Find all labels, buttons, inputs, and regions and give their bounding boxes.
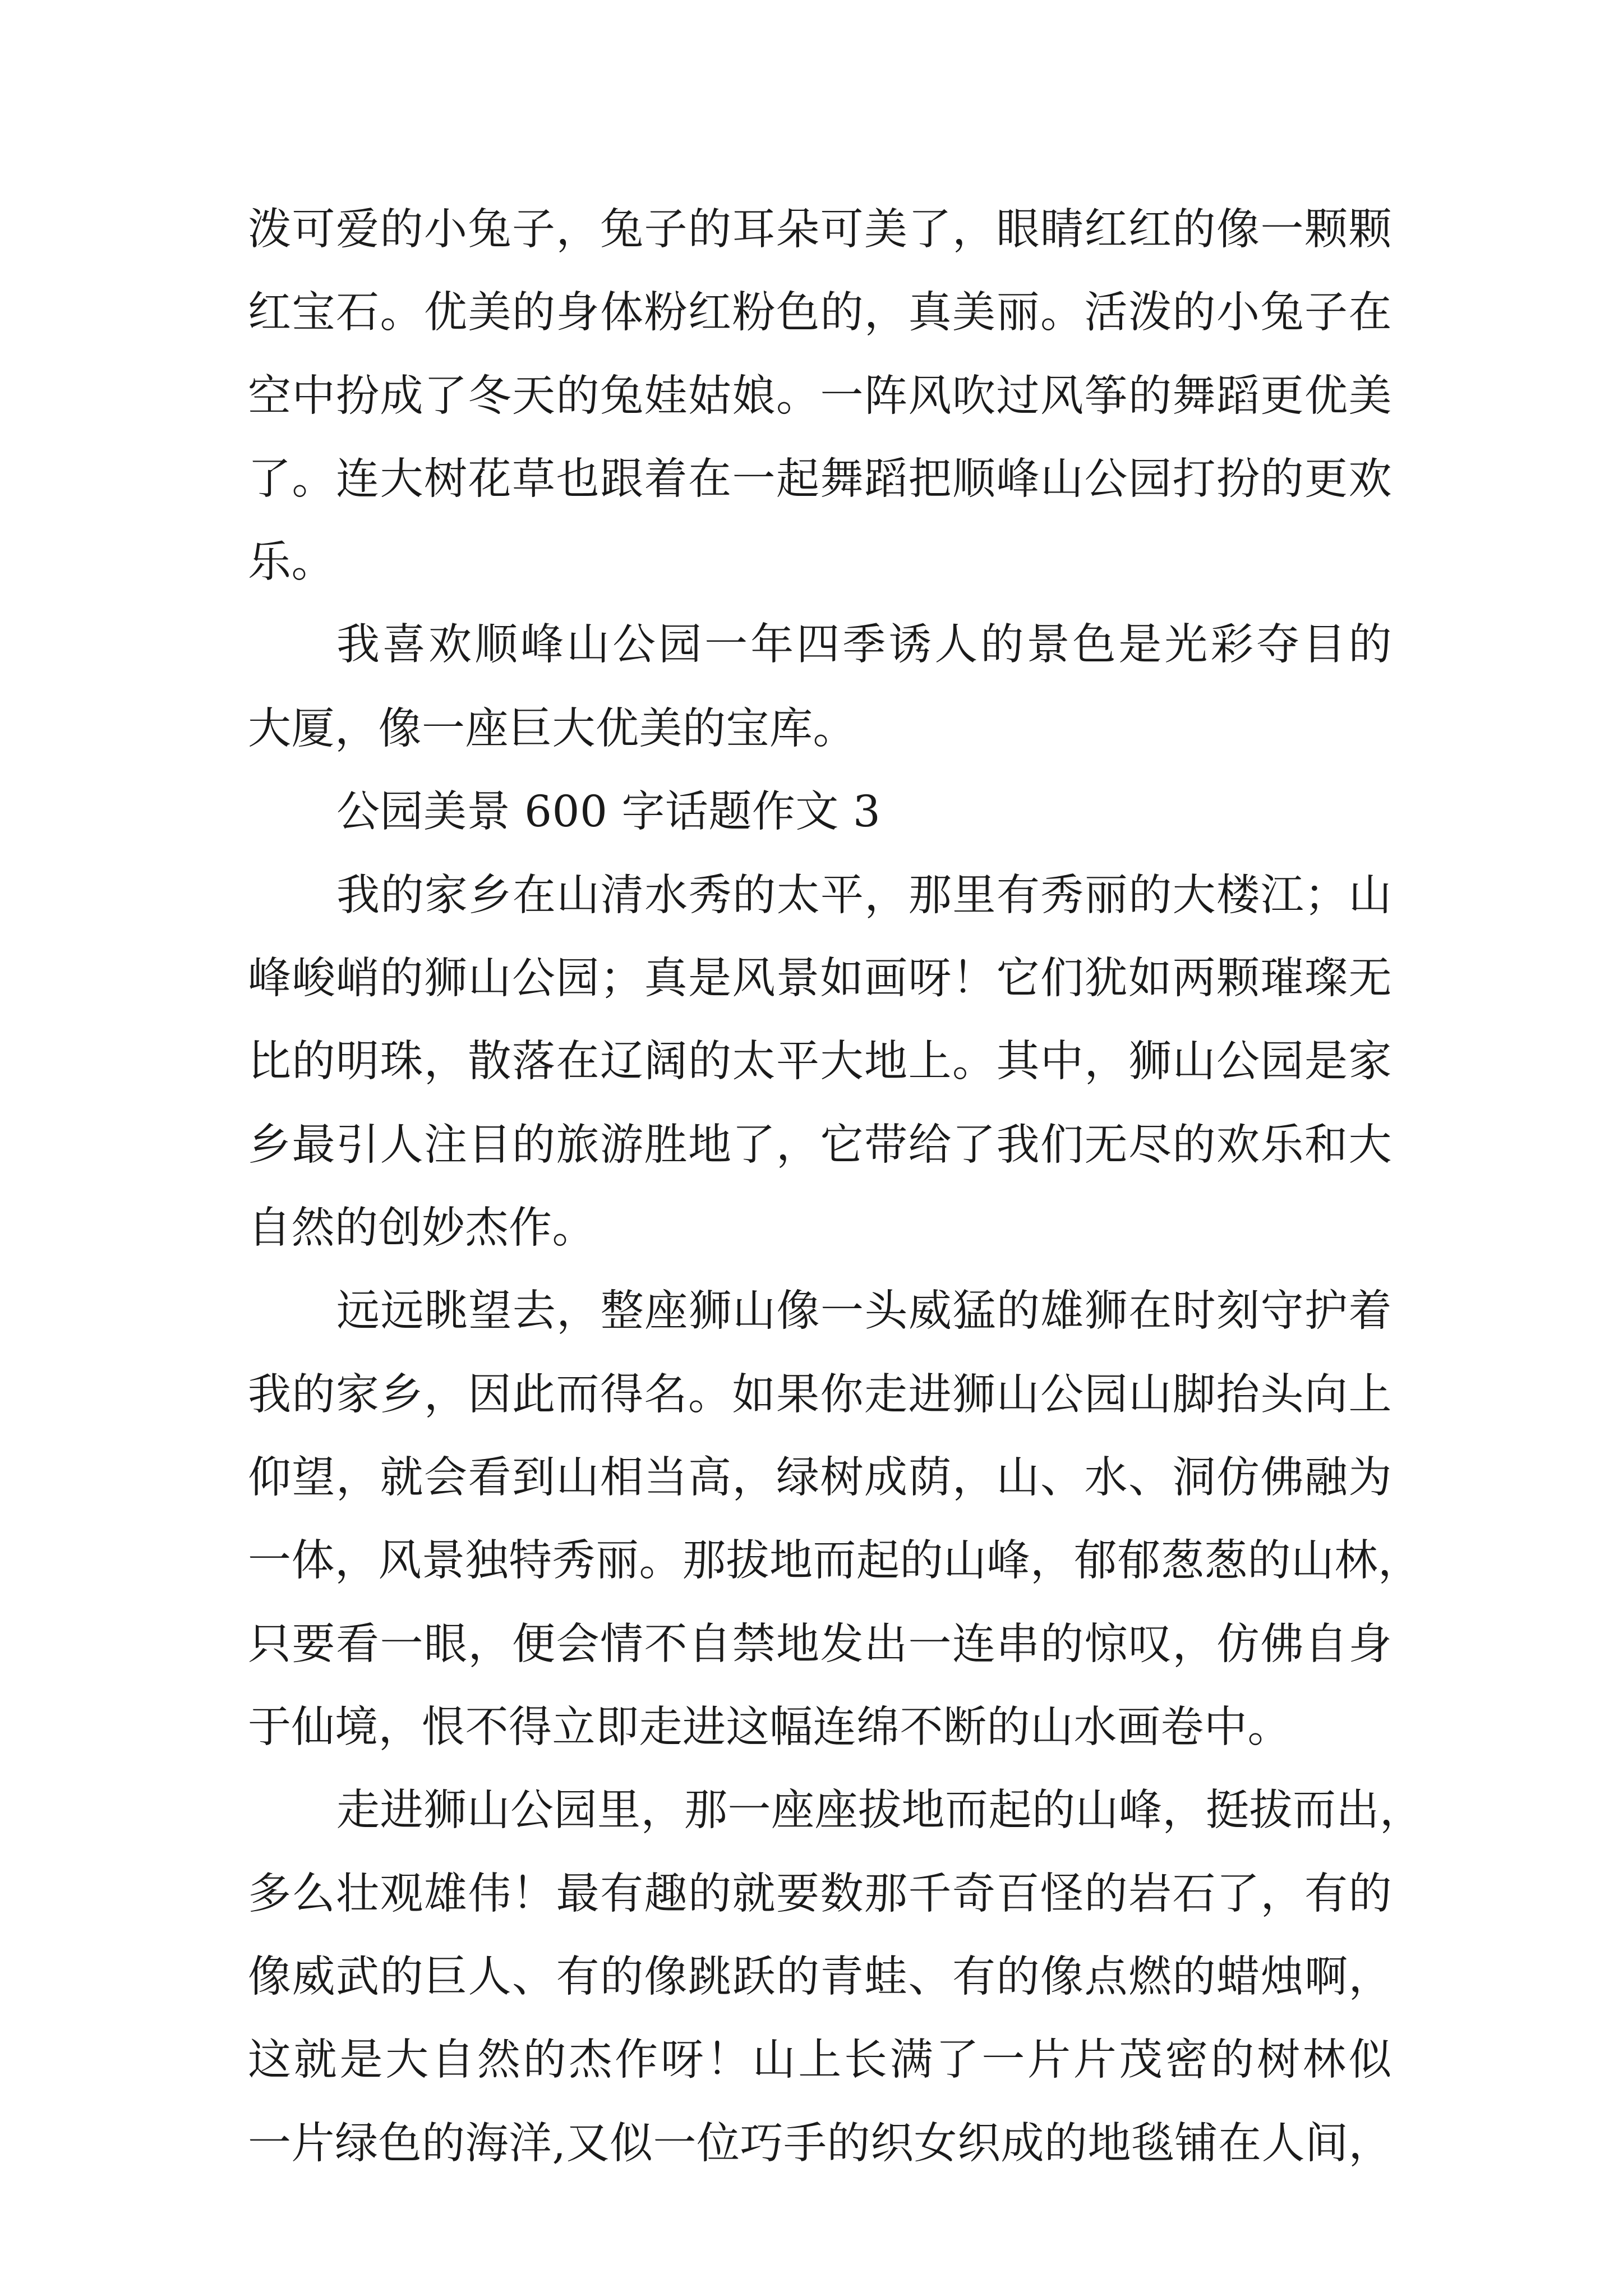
text-line: 峰峻峭的狮山公园；真是风景如画呀！它们犹如两颗璀璨无 [248, 954, 1392, 1004]
text-line: 我喜欢顺峰山公园一年四季诱人的景色是光彩夺目的 [336, 620, 1392, 670]
text-line: 多么壮观雄伟！最有趣的就要数那千奇百怪的岩石了，有的 [248, 1869, 1392, 1919]
text-line: 这就是大自然的杰作呀！山上长满了一片片茂密的树林似 [248, 2035, 1392, 2085]
text-line: 比的明珠，散落在辽阔的太平大地上。其中，狮山公园是家 [248, 1037, 1392, 1087]
section-heading: 公园美景 600 字话题作文 3 [336, 787, 881, 837]
text-line: 大厦，像一座巨大优美的宝库。 [248, 704, 856, 754]
text-line: 我的家乡在山清水秀的太平，那里有秀丽的大楼江；山 [336, 871, 1392, 921]
text-line: 像威武的巨人、有的像跳跃的青蛙、有的像点燃的蜡烛啊， [248, 1952, 1392, 2002]
text-line: 于仙境，恨不得立即走进这幅连绵不断的山水画卷中。 [248, 1703, 1291, 1752]
text-line: 空中扮成了冬天的兔娃姑娘。一阵风吹过风筝的舞蹈更优美 [248, 371, 1392, 421]
text-line: 仰望，就会看到山相当高，绿树成荫，山、水、洞仿佛融为 [248, 1453, 1392, 1503]
text-line: 一体，风景独特秀丽。那拔地而起的山峰，郁郁葱葱的山林， [248, 1536, 1422, 1586]
text-line: 自然的创妙杰作。 [248, 1203, 596, 1253]
text-line: 我的家乡，因此而得名。如果你走进狮山公园山脚抬头向上 [248, 1370, 1392, 1420]
text-line: 一片绿色的海洋,又似一位巧手的织女织成的地毯铺在人间， [248, 2119, 1392, 2169]
text-line: 只要看一眼，便会情不自禁地发出一连串的惊叹，仿佛自身 [248, 1619, 1392, 1669]
text-line: 乐。 [248, 537, 335, 587]
text-line: 了。连大树花草也跟着在一起舞蹈把顺峰山公园打扮的更欢 [248, 454, 1392, 504]
text-line: 远远眺望去，整座狮山像一头威猛的雄狮在时刻守护着 [336, 1286, 1392, 1336]
text-line: 泼可爱的小兔子，兔子的耳朵可美了，眼睛红红的像一颗颗 [248, 205, 1392, 255]
text-line: 红宝石。优美的身体粉红粉色的，真美丽。活泼的小兔子在 [248, 288, 1392, 338]
text-line: 乡最引人注目的旅游胜地了，它带给了我们无尽的欢乐和大 [248, 1120, 1392, 1170]
text-line: 走进狮山公园里，那一座座拔地而起的山峰，挺拔而出， [336, 1786, 1423, 1835]
